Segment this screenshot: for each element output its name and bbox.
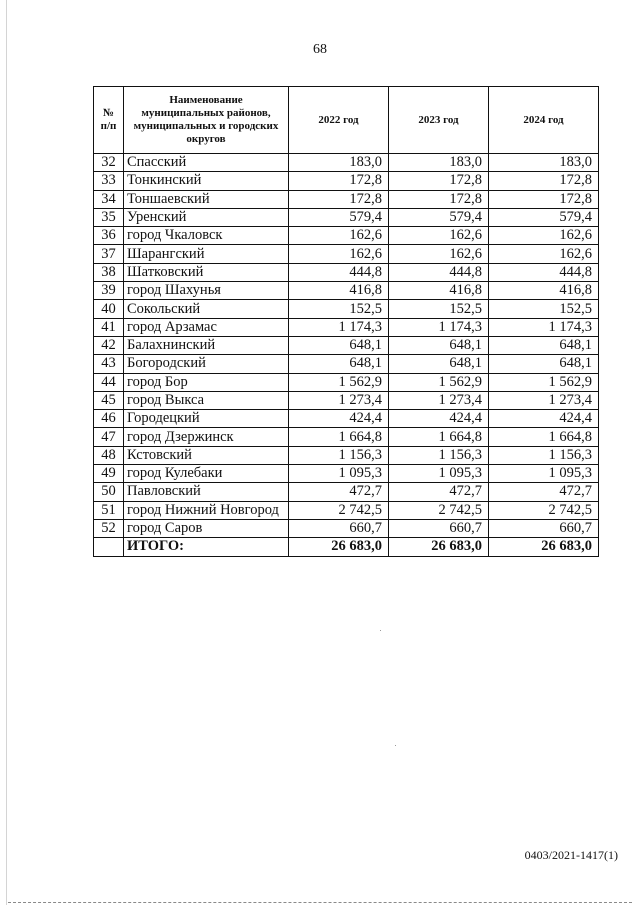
row-number: 34 — [94, 190, 124, 208]
value-2023: 648,1 — [389, 336, 489, 354]
value-2022: 579,4 — [289, 208, 389, 226]
total-2023: 26 683,0 — [389, 538, 489, 556]
value-2023: 1 664,8 — [389, 428, 489, 446]
value-2022: 1 174,3 — [289, 318, 389, 336]
value-2024: 152,5 — [489, 300, 599, 318]
district-name: город Саров — [124, 519, 289, 537]
value-2024: 1 095,3 — [489, 465, 599, 483]
scan-bottom-strip — [8, 902, 632, 903]
value-2024: 648,1 — [489, 336, 599, 354]
table-row — [94, 373, 599, 391]
total-label: ИТОГО: — [124, 538, 289, 556]
row-number: 35 — [94, 208, 124, 226]
table-row — [94, 227, 599, 245]
district-name: Тонкинский — [124, 172, 289, 190]
value-2022: 424,4 — [289, 410, 389, 428]
value-2024: 1 156,3 — [489, 446, 599, 464]
table-row — [94, 465, 599, 483]
row-number: 33 — [94, 172, 124, 190]
value-2024: 472,7 — [489, 483, 599, 501]
value-2022: 648,1 — [289, 355, 389, 373]
table-row — [94, 391, 599, 409]
header-row — [94, 87, 599, 154]
row-number: 40 — [94, 300, 124, 318]
value-2023: 579,4 — [389, 208, 489, 226]
value-2024: 1 273,4 — [489, 391, 599, 409]
value-2024: 660,7 — [489, 519, 599, 537]
header-2023: 2023 год — [389, 87, 489, 154]
table-row — [94, 483, 599, 501]
value-2024: 172,8 — [489, 190, 599, 208]
value-2023: 172,8 — [389, 190, 489, 208]
district-name: Уренский — [124, 208, 289, 226]
value-2024: 424,4 — [489, 410, 599, 428]
value-2023: 472,7 — [389, 483, 489, 501]
table-row — [94, 428, 599, 446]
table-body — [94, 154, 599, 538]
row-number: 42 — [94, 336, 124, 354]
page-number: 68 — [313, 42, 327, 57]
value-2023: 172,8 — [389, 172, 489, 190]
value-2024: 416,8 — [489, 282, 599, 300]
value-2022: 1 095,3 — [289, 465, 389, 483]
row-number: 52 — [94, 519, 124, 537]
table-header — [94, 87, 599, 154]
district-name: город Дзержинск — [124, 428, 289, 446]
table-row — [94, 190, 599, 208]
district-name: Кстовский — [124, 446, 289, 464]
district-name: город Арзамас — [124, 318, 289, 336]
value-2024: 162,6 — [489, 245, 599, 263]
table-row — [94, 154, 599, 172]
table-row — [94, 410, 599, 428]
table-row — [94, 519, 599, 537]
table-row — [94, 208, 599, 226]
district-name: город Шахунья — [124, 282, 289, 300]
header-name: Наименование муниципальных районов, муниципальных и городских округов — [124, 87, 289, 154]
table-row — [94, 263, 599, 281]
row-number: 43 — [94, 355, 124, 373]
district-name: город Кулебаки — [124, 465, 289, 483]
district-name: Городецкий — [124, 410, 289, 428]
row-number: 38 — [94, 263, 124, 281]
value-2022: 2 742,5 — [289, 501, 389, 519]
value-2023: 1 095,3 — [389, 465, 489, 483]
value-2022: 152,5 — [289, 300, 389, 318]
row-number: 48 — [94, 446, 124, 464]
value-2023: 183,0 — [389, 154, 489, 172]
row-number: 51 — [94, 501, 124, 519]
table-row — [94, 172, 599, 190]
row-number: 47 — [94, 428, 124, 446]
table-row — [94, 446, 599, 464]
district-name: город Чкаловск — [124, 227, 289, 245]
header-2024: 2024 год — [489, 87, 599, 154]
district-name: Тоншаевский — [124, 190, 289, 208]
value-2023: 162,6 — [389, 245, 489, 263]
row-number: 39 — [94, 282, 124, 300]
scan-speck — [380, 630, 381, 631]
value-2024: 1 562,9 — [489, 373, 599, 391]
value-2022: 172,8 — [289, 172, 389, 190]
district-name: город Выкса — [124, 391, 289, 409]
value-2022: 162,6 — [289, 227, 389, 245]
table-row — [94, 245, 599, 263]
district-name: город Бор — [124, 373, 289, 391]
table-row — [94, 355, 599, 373]
value-2023: 152,5 — [389, 300, 489, 318]
value-2024: 162,6 — [489, 227, 599, 245]
value-2023: 162,6 — [389, 227, 489, 245]
value-2024: 1 664,8 — [489, 428, 599, 446]
value-2022: 162,6 — [289, 245, 389, 263]
value-2022: 1 664,8 — [289, 428, 389, 446]
district-name: Балахнинский — [124, 336, 289, 354]
row-number: 49 — [94, 465, 124, 483]
table-row — [94, 501, 599, 519]
value-2022: 444,8 — [289, 263, 389, 281]
value-2022: 648,1 — [289, 336, 389, 354]
header-num: № п/п — [94, 87, 124, 154]
value-2022: 1 273,4 — [289, 391, 389, 409]
value-2023: 1 562,9 — [389, 373, 489, 391]
district-name: Спасский — [124, 154, 289, 172]
value-2023: 648,1 — [389, 355, 489, 373]
scan-speck — [395, 745, 396, 746]
district-name: город Нижний Новгород — [124, 501, 289, 519]
district-name: Павловский — [124, 483, 289, 501]
value-2022: 1 156,3 — [289, 446, 389, 464]
value-2024: 2 742,5 — [489, 501, 599, 519]
total-num-cell — [94, 538, 124, 556]
value-2023: 1 273,4 — [389, 391, 489, 409]
value-2022: 1 562,9 — [289, 373, 389, 391]
value-2023: 416,8 — [389, 282, 489, 300]
value-2023: 424,4 — [389, 410, 489, 428]
district-name: Сокольский — [124, 300, 289, 318]
value-2024: 183,0 — [489, 154, 599, 172]
document-code: 0403/2021-1417(1) — [524, 848, 618, 862]
budget-table — [93, 86, 599, 557]
value-2023: 444,8 — [389, 263, 489, 281]
value-2023: 660,7 — [389, 519, 489, 537]
row-number: 41 — [94, 318, 124, 336]
district-name: Шатковский — [124, 263, 289, 281]
value-2024: 1 174,3 — [489, 318, 599, 336]
value-2022: 183,0 — [289, 154, 389, 172]
value-2023: 1 174,3 — [389, 318, 489, 336]
value-2022: 660,7 — [289, 519, 389, 537]
value-2024: 648,1 — [489, 355, 599, 373]
table-row — [94, 318, 599, 336]
district-name: Богородский — [124, 355, 289, 373]
value-2022: 416,8 — [289, 282, 389, 300]
row-number: 32 — [94, 154, 124, 172]
scan-left-edge — [6, 0, 7, 905]
value-2022: 172,8 — [289, 190, 389, 208]
table-footer — [94, 538, 599, 556]
value-2024: 172,8 — [489, 172, 599, 190]
row-number: 37 — [94, 245, 124, 263]
value-2023: 2 742,5 — [389, 501, 489, 519]
value-2024: 579,4 — [489, 208, 599, 226]
row-number: 44 — [94, 373, 124, 391]
total-row — [94, 538, 599, 556]
row-number: 36 — [94, 227, 124, 245]
header-2022: 2022 год — [289, 87, 389, 154]
table-row — [94, 300, 599, 318]
value-2024: 444,8 — [489, 263, 599, 281]
total-2024: 26 683,0 — [489, 538, 599, 556]
district-name: Шарангский — [124, 245, 289, 263]
value-2023: 1 156,3 — [389, 446, 489, 464]
row-number: 46 — [94, 410, 124, 428]
total-2022: 26 683,0 — [289, 538, 389, 556]
row-number: 50 — [94, 483, 124, 501]
table-row — [94, 282, 599, 300]
value-2022: 472,7 — [289, 483, 389, 501]
table-row — [94, 336, 599, 354]
row-number: 45 — [94, 391, 124, 409]
